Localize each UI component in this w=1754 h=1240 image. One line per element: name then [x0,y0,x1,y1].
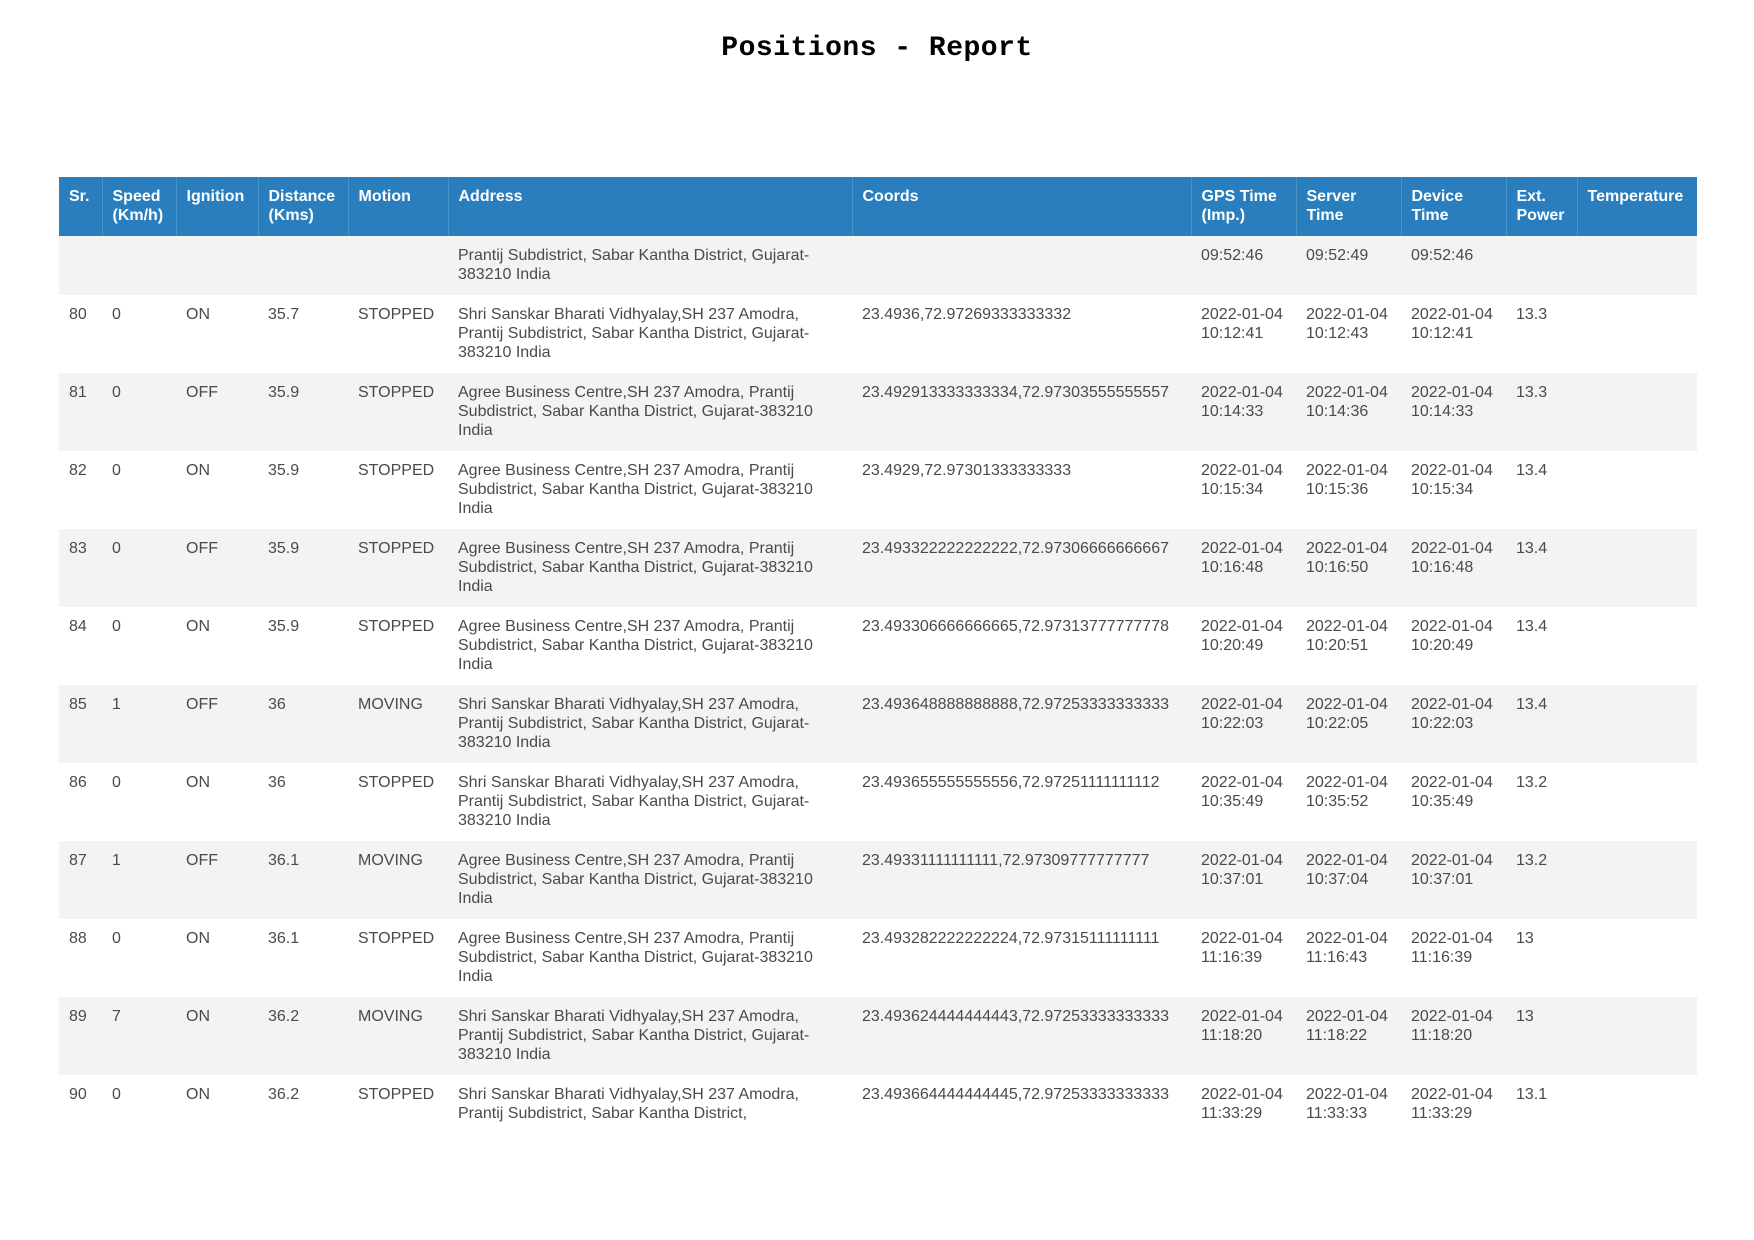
cell-gps-time: 2022-01-04 11:18:20 [1191,997,1296,1075]
cell-address: Agree Business Centre,SH 237 Amodra, Prantij Subdistrict, Sabar Kantha District, Gujarat-383210 India [448,841,852,919]
cell-device-time: 2022-01-04 10:15:34 [1401,451,1506,529]
cell-distance: 35.9 [258,607,348,685]
cell-coords: 23.493648888888888,72.97253333333333 [852,685,1191,763]
cell-server-time: 2022-01-04 10:12:43 [1296,295,1401,373]
cell-server-time: 2022-01-04 10:35:52 [1296,763,1401,841]
cell-server-time: 2022-01-04 10:22:05 [1296,685,1401,763]
table-row [59,236,1697,295]
cell-sr: 82 [59,451,102,529]
table-row [59,1075,1697,1136]
cell-ext-power: 13.1 [1506,1075,1577,1136]
cell-server-time: 2022-01-04 11:18:22 [1296,997,1401,1075]
table-row [59,685,1697,763]
cell-server-time: 09:52:49 [1296,236,1401,295]
cell-distance: 36.1 [258,919,348,997]
cell-server-time: 2022-01-04 10:37:04 [1296,841,1401,919]
cell-motion: STOPPED [348,373,448,451]
cell-ext-power: 13.2 [1506,763,1577,841]
cell-motion: STOPPED [348,529,448,607]
table-row [59,763,1697,841]
cell-ignition: OFF [176,529,258,607]
cell-motion: STOPPED [348,295,448,373]
cell-motion: STOPPED [348,1075,448,1136]
cell-distance: 36 [258,763,348,841]
cell-coords: 23.493306666666665,72.97313777777778 [852,607,1191,685]
cell-ext-power: 13 [1506,919,1577,997]
table-row [59,529,1697,607]
cell-address: Agree Business Centre,SH 237 Amodra, Prantij Subdistrict, Sabar Kantha District, Gujarat-383210 India [448,529,852,607]
cell-temperature [1577,607,1697,685]
cell-ignition: OFF [176,373,258,451]
cell-motion: MOVING [348,841,448,919]
table-row [59,997,1697,1075]
cell-gps-time: 2022-01-04 10:16:48 [1191,529,1296,607]
column-header-gps-time: GPS Time (Imp.) [1191,177,1296,236]
cell-temperature [1577,685,1697,763]
cell-server-time: 2022-01-04 11:33:33 [1296,1075,1401,1136]
cell-distance: 35.7 [258,295,348,373]
cell-ignition: ON [176,919,258,997]
cell-device-time: 2022-01-04 10:22:03 [1401,685,1506,763]
cell-sr: 81 [59,373,102,451]
table-row [59,919,1697,997]
cell-device-time: 2022-01-04 11:33:29 [1401,1075,1506,1136]
cell-device-time: 2022-01-04 10:16:48 [1401,529,1506,607]
cell-gps-time: 2022-01-04 10:35:49 [1191,763,1296,841]
cell-distance: 36.2 [258,997,348,1075]
cell-device-time: 2022-01-04 10:12:41 [1401,295,1506,373]
cell-temperature [1577,919,1697,997]
cell-ext-power: 13.4 [1506,451,1577,529]
cell-temperature [1577,451,1697,529]
column-header-temperature: Temperature [1577,177,1697,236]
page-title: Positions - Report [721,33,1033,64]
cell-device-time: 09:52:46 [1401,236,1506,295]
cell-sr: 84 [59,607,102,685]
cell-address: Agree Business Centre,SH 237 Amodra, Prantij Subdistrict, Sabar Kantha District, Gujarat-383210 India [448,919,852,997]
cell-motion: STOPPED [348,451,448,529]
cell-server-time: 2022-01-04 10:16:50 [1296,529,1401,607]
table-row [59,373,1697,451]
cell-motion: MOVING [348,685,448,763]
cell-temperature [1577,529,1697,607]
cell-ext-power [1506,236,1577,295]
cell-ext-power: 13.2 [1506,841,1577,919]
cell-ext-power: 13.4 [1506,685,1577,763]
cell-gps-time: 2022-01-04 10:12:41 [1191,295,1296,373]
column-header-address: Address [448,177,852,236]
cell-motion: MOVING [348,997,448,1075]
header-row [59,177,1697,236]
cell-ignition: ON [176,763,258,841]
cell-ignition: ON [176,1075,258,1136]
cell-ignition: ON [176,997,258,1075]
cell-speed: 0 [102,607,176,685]
cell-coords: 23.493282222222224,72.97315111111111 [852,919,1191,997]
cell-address: Agree Business Centre,SH 237 Amodra, Prantij Subdistrict, Sabar Kantha District, Gujarat-383210 India [448,451,852,529]
cell-gps-time: 2022-01-04 10:14:33 [1191,373,1296,451]
cell-speed: 1 [102,841,176,919]
cell-address: Shri Sanskar Bharati Vidhyalay,SH 237 Amodra, Prantij Subdistrict, Sabar Kantha District, Gujarat-383210 India [448,685,852,763]
cell-server-time: 2022-01-04 10:20:51 [1296,607,1401,685]
positions-report-table [59,177,1697,1136]
cell-gps-time: 2022-01-04 11:33:29 [1191,1075,1296,1136]
cell-motion: STOPPED [348,607,448,685]
cell-address: Agree Business Centre,SH 237 Amodra, Prantij Subdistrict, Sabar Kantha District, Gujarat-383210 India [448,607,852,685]
cell-speed: 0 [102,295,176,373]
cell-temperature [1577,295,1697,373]
cell-sr: 83 [59,529,102,607]
cell-gps-time: 2022-01-04 11:16:39 [1191,919,1296,997]
table-body [59,236,1697,1136]
cell-ignition: OFF [176,685,258,763]
cell-speed: 0 [102,373,176,451]
column-header-distance: Distance (Kms) [258,177,348,236]
cell-motion [348,236,448,295]
cell-sr: 85 [59,685,102,763]
cell-temperature [1577,997,1697,1075]
cell-distance: 35.9 [258,451,348,529]
cell-device-time: 2022-01-04 10:14:33 [1401,373,1506,451]
cell-server-time: 2022-01-04 11:16:43 [1296,919,1401,997]
cell-speed: 1 [102,685,176,763]
cell-coords: 23.492913333333334,72.97303555555557 [852,373,1191,451]
cell-distance [258,236,348,295]
cell-distance: 35.9 [258,373,348,451]
cell-ignition: ON [176,295,258,373]
cell-server-time: 2022-01-04 10:14:36 [1296,373,1401,451]
cell-ext-power: 13 [1506,997,1577,1075]
cell-sr: 87 [59,841,102,919]
cell-device-time: 2022-01-04 11:18:20 [1401,997,1506,1075]
cell-coords: 23.493322222222222,72.97306666666667 [852,529,1191,607]
cell-ext-power: 13.4 [1506,607,1577,685]
table-row [59,451,1697,529]
table-row [59,841,1697,919]
cell-distance: 36.2 [258,1075,348,1136]
column-header-coords: Coords [852,177,1191,236]
cell-gps-time: 09:52:46 [1191,236,1296,295]
cell-device-time: 2022-01-04 10:20:49 [1401,607,1506,685]
cell-coords: 23.493655555555556,72.97251111111112 [852,763,1191,841]
cell-motion: STOPPED [348,763,448,841]
cell-speed: 0 [102,763,176,841]
cell-coords: 23.4936,72.97269333333332 [852,295,1191,373]
cell-sr: 90 [59,1075,102,1136]
cell-gps-time: 2022-01-04 10:37:01 [1191,841,1296,919]
cell-speed: 0 [102,919,176,997]
cell-gps-time: 2022-01-04 10:15:34 [1191,451,1296,529]
cell-temperature [1577,1075,1697,1136]
cell-device-time: 2022-01-04 10:37:01 [1401,841,1506,919]
cell-speed: 0 [102,451,176,529]
cell-server-time: 2022-01-04 10:15:36 [1296,451,1401,529]
cell-gps-time: 2022-01-04 10:20:49 [1191,607,1296,685]
cell-ext-power: 13.3 [1506,295,1577,373]
table-header [59,177,1697,236]
column-header-speed: Speed (Km/h) [102,177,176,236]
cell-address: Shri Sanskar Bharati Vidhyalay,SH 237 Amodra, Prantij Subdistrict, Sabar Kantha District, Gujarat-383210 India [448,763,852,841]
cell-coords: 23.49331111111111,72.97309777777777 [852,841,1191,919]
table-row [59,295,1697,373]
cell-gps-time: 2022-01-04 10:22:03 [1191,685,1296,763]
cell-speed: 0 [102,529,176,607]
cell-device-time: 2022-01-04 10:35:49 [1401,763,1506,841]
cell-address: Agree Business Centre,SH 237 Amodra, Prantij Subdistrict, Sabar Kantha District, Gujarat-383210 India [448,373,852,451]
table-row [59,607,1697,685]
cell-device-time: 2022-01-04 11:16:39 [1401,919,1506,997]
cell-temperature [1577,763,1697,841]
cell-ext-power: 13.4 [1506,529,1577,607]
cell-ignition: ON [176,607,258,685]
column-header-sr: Sr. [59,177,102,236]
cell-temperature [1577,841,1697,919]
cell-sr: 86 [59,763,102,841]
cell-ignition: ON [176,451,258,529]
cell-temperature [1577,373,1697,451]
cell-distance: 35.9 [258,529,348,607]
cell-address: Prantij Subdistrict, Sabar Kantha District, Gujarat-383210 India [448,236,852,295]
cell-ignition [176,236,258,295]
column-header-motion: Motion [348,177,448,236]
cell-coords [852,236,1191,295]
cell-ignition: OFF [176,841,258,919]
cell-speed: 0 [102,1075,176,1136]
cell-coords: 23.4929,72.97301333333333 [852,451,1191,529]
cell-distance: 36.1 [258,841,348,919]
cell-coords: 23.493664444444445,72.97253333333333 [852,1075,1191,1136]
column-header-ext-power: Ext. Power [1506,177,1577,236]
cell-coords: 23.493624444444443,72.97253333333333 [852,997,1191,1075]
cell-sr [59,236,102,295]
cell-address: Shri Sanskar Bharati Vidhyalay,SH 237 Amodra, Prantij Subdistrict, Sabar Kantha District, Gujarat-383210 India [448,295,852,373]
cell-temperature [1577,236,1697,295]
cell-address: Shri Sanskar Bharati Vidhyalay,SH 237 Amodra, Prantij Subdistrict, Sabar Kantha District, [448,1075,852,1136]
cell-motion: STOPPED [348,919,448,997]
column-header-device-time: Device Time [1401,177,1506,236]
column-header-ignition: Ignition [176,177,258,236]
cell-sr: 80 [59,295,102,373]
cell-ext-power: 13.3 [1506,373,1577,451]
cell-speed: 7 [102,997,176,1075]
cell-sr: 88 [59,919,102,997]
cell-sr: 89 [59,997,102,1075]
cell-distance: 36 [258,685,348,763]
cell-speed [102,236,176,295]
cell-address: Shri Sanskar Bharati Vidhyalay,SH 237 Amodra, Prantij Subdistrict, Sabar Kantha District, Gujarat-383210 India [448,997,852,1075]
column-header-server-time: Server Time [1296,177,1401,236]
